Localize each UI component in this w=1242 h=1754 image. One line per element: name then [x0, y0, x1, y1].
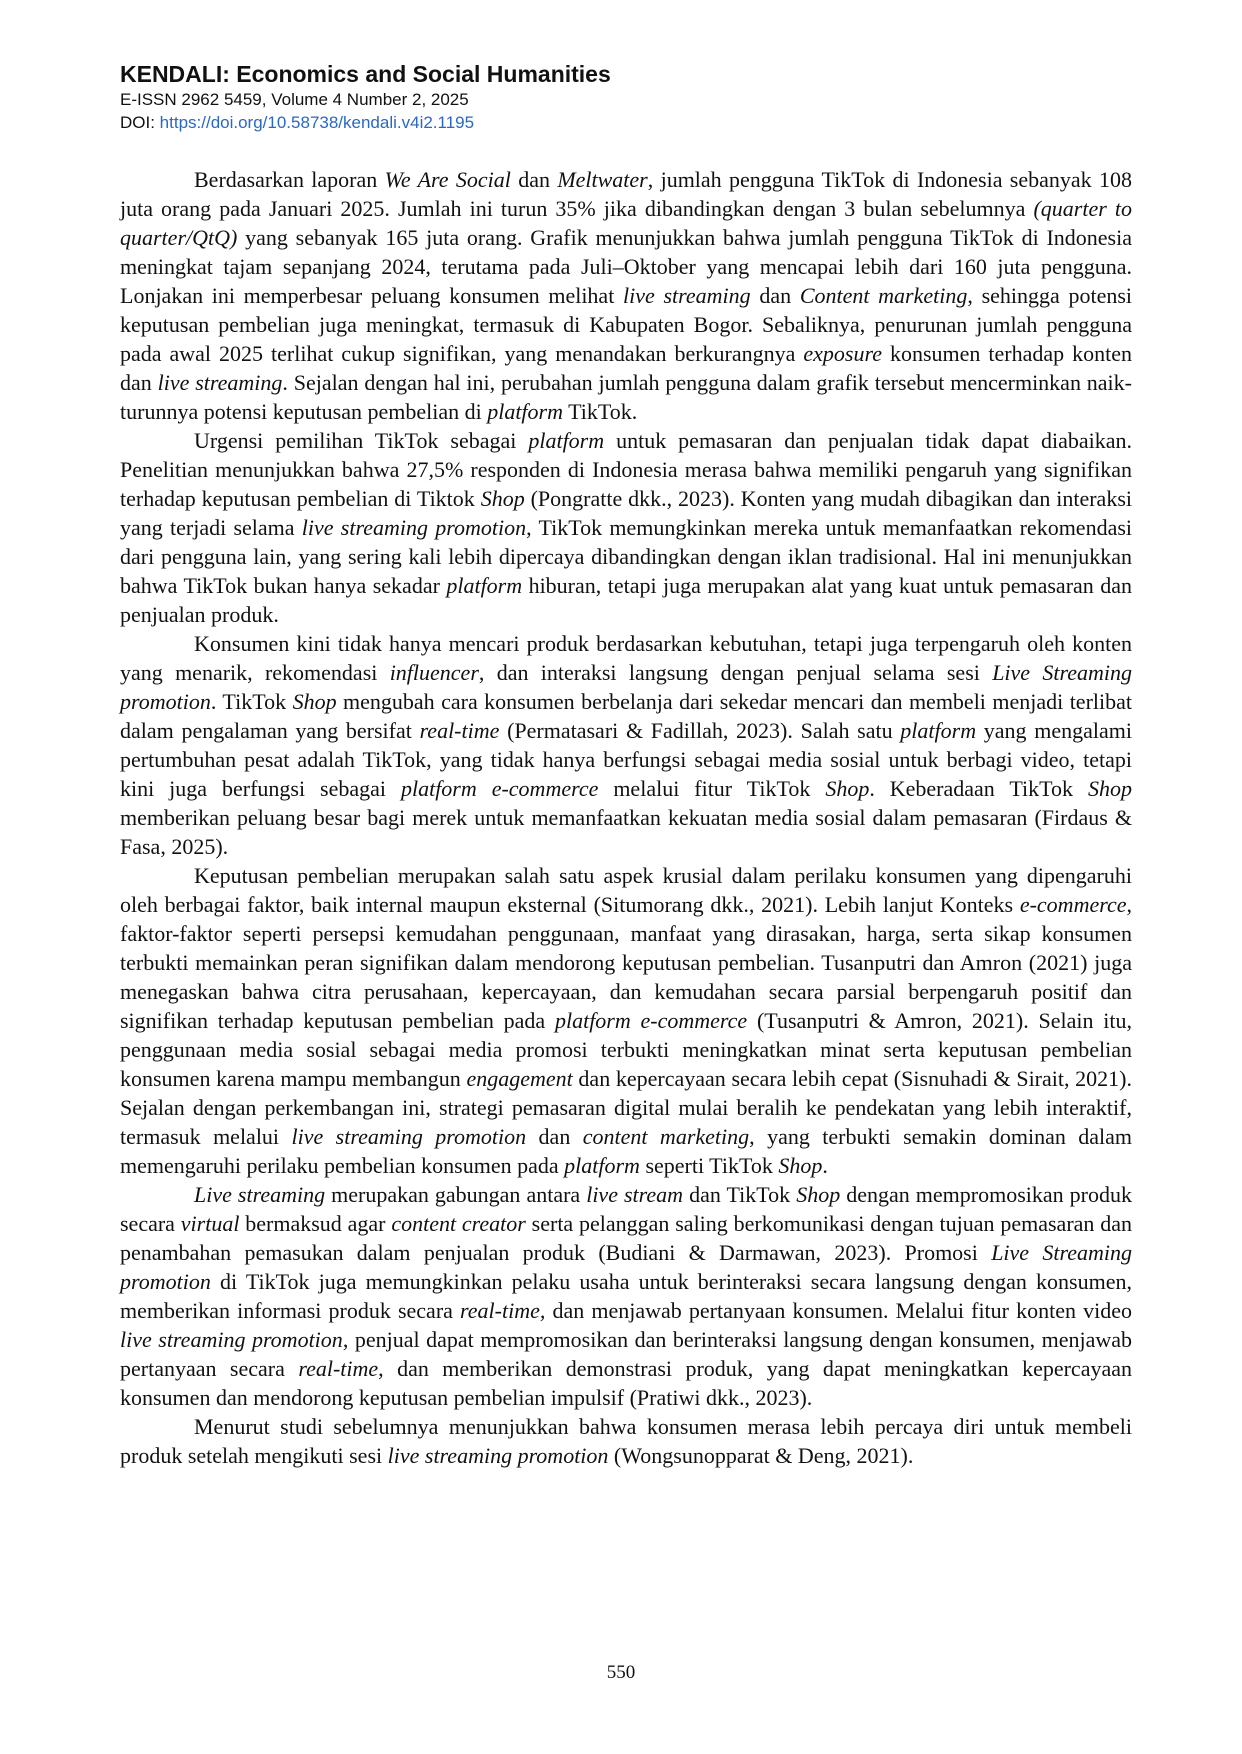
- text-run: . Keberadaan TikTok: [869, 776, 1088, 801]
- italic-term: Shop: [778, 1153, 823, 1178]
- text-run: Menurut studi sebelumnya menunjukkan bahwa konsumen merasa lebih percaya diri untuk membeli produk setelah mengikuti sesi: [120, 1414, 1132, 1468]
- italic-term: live streaming: [157, 370, 283, 395]
- text-run: mengubah cara konsumen berbelanja dari sekedar mencari dan membeli menjadi terlibat dalam pengalaman yang bersifat: [120, 689, 1132, 743]
- journal-title: KENDALI: Economics and Social Humanities: [120, 61, 611, 87]
- paragraph: [120, 1412, 1132, 1470]
- text-run: (Pongratte dkk., 2023). Konten yang mudah dibagikan dan interaksi yang terjadi selama: [120, 486, 1132, 540]
- italic-term: We Are Social: [384, 167, 511, 192]
- italic-term: Live streaming: [194, 1182, 326, 1207]
- page-number: 550: [606, 1662, 636, 1683]
- italic-term: platform: [564, 1153, 640, 1178]
- italic-term: live streaming promotion: [291, 1124, 527, 1149]
- text-run: dengan mempromosikan produk secara: [120, 1182, 1133, 1236]
- italic-term: influencer: [389, 660, 479, 685]
- text-run: dan kepercayaan secara lebih cepat (Sisnuhadi & Sirait, 2021). Sejalan dengan perkembangan ini, strategi pemasaran digital mulai beralih ke pendekatan yang lebih interaktif, termasuk melalui: [120, 1066, 1132, 1149]
- italic-term: platform e-commerce: [400, 776, 599, 801]
- text-run: dan: [750, 283, 800, 308]
- italic-term: platform: [900, 718, 977, 743]
- italic-term: content creator: [391, 1211, 526, 1236]
- text-run: . TikTok: [210, 689, 293, 714]
- italic-term: platform: [487, 399, 563, 424]
- paragraph: [120, 165, 1132, 426]
- text-run: , TikTok memungkinkan mereka untuk memanfaatkan rekomendasi dari pengguna lain, yang sering kali lebih dipercaya dibandingkan dengan iklan tradisional. Hal ini menunjukkan bahwa TikTok bukan hanya sekadar: [120, 515, 1133, 598]
- italic-term: live stream: [586, 1182, 684, 1207]
- italic-term: Shop: [480, 486, 525, 511]
- text-run: (Wongsunopparat & Deng, 2021).: [608, 1443, 914, 1468]
- text-run: yang sebanyak 165 juta orang. Grafik menunjukkan bahwa jumlah pengguna TikTok di Indonesia meningkat tajam sepanjang 2024, terutama pada Juli–Oktober yang mencapai lebih dari 160 juta pengguna. Lonjakan ini memperbesar peluang konsumen melihat: [120, 225, 1132, 308]
- text-run: , yang terbukti semakin dominan dalam memengaruhi perilaku pembelian konsumen pada: [120, 1124, 1133, 1178]
- paragraph: [120, 1180, 1132, 1412]
- paragraph: [120, 426, 1132, 629]
- text-run: melalui fitur TikTok: [598, 776, 826, 801]
- italic-term: platform: [528, 428, 605, 453]
- text-run: dan: [526, 1124, 583, 1149]
- text-run: Keputusan pembelian merupakan salah satu aspek krusial dalam perilaku konsumen yang dipengaruhi oleh berbagai faktor, baik internal maupun eksternal (Situmorang dkk., 2021). Lebih lanjut Konteks: [120, 863, 1132, 917]
- italic-term: platform e-commerce: [554, 1008, 748, 1033]
- text-run: Berdasarkan laporan: [194, 167, 385, 192]
- text-run: .: [822, 1153, 828, 1178]
- paragraph: [120, 861, 1132, 1180]
- text-run: hiburan, tetapi juga merupakan alat yang kuat untuk pemasaran dan penjualan produk.: [120, 573, 1132, 627]
- italic-term: e-commerce: [1019, 892, 1127, 917]
- italic-term: Shop: [796, 1182, 841, 1207]
- italic-term: exposure: [803, 341, 882, 366]
- text-run: , jumlah pengguna TikTok di Indonesia sebanyak 108 juta orang pada Januari 2025. Jumlah ini turun 35% jika dibandingkan dengan 3 bulan sebelumnya: [120, 167, 1132, 221]
- text-run: dan: [510, 167, 558, 192]
- italic-term: live streaming promotion: [120, 1327, 343, 1352]
- italic-term: Shop: [292, 689, 337, 714]
- italic-term: live streaming promotion: [301, 515, 527, 540]
- text-run: yang mengalami pertumbuhan pesat adalah TikTok, yang tidak hanya berfungsi sebagai media sosial untuk berbagi video, tetapi kini juga berfungsi sebagai: [120, 718, 1132, 801]
- text-run: seperti TikTok: [639, 1153, 779, 1178]
- journal-header: [120, 60, 611, 134]
- paragraph: [120, 629, 1132, 861]
- text-run: , dan memberikan demonstrasi produk, yang dapat meningkatkan kepercayaan konsumen dan mendorong keputusan pembelian impulsif (Pratiwi dkk., 2023).: [120, 1356, 1132, 1410]
- text-run: , sehingga potensi keputusan pembelian juga meningkat, termasuk di Kabupaten Bogor. Sebaliknya, penurunan jumlah pengguna pada awal 2025 terlihat cukup signifikan, yang menandakan berkurangnya: [120, 283, 1133, 366]
- italic-term: Shop: [825, 776, 870, 801]
- doi-line: [120, 111, 611, 134]
- italic-term: platform: [446, 573, 523, 598]
- text-run: , dan interaksi langsung dengan penjual selama sesi: [478, 660, 993, 685]
- italic-term: Live Streaming promotion: [120, 660, 1132, 714]
- italic-term: Live Streaming promotion: [120, 1240, 1133, 1294]
- doi-label: DOI:: [120, 113, 160, 132]
- italic-term: real-time: [298, 1356, 379, 1381]
- text-run: TikTok.: [563, 399, 638, 424]
- italic-term: real-time: [419, 718, 500, 743]
- italic-term: content marketing: [582, 1124, 750, 1149]
- text-run: , faktor-faktor seperti persepsi kemudahan penggunaan, manfaat yang dirasakan, harga, serta sikap konsumen terbukti memainkan peran signifikan dalam mendorong keputusan pembelian. Tusanputri dan Amron (2021) juga menegaskan bahwa citra perusahaan, kepercayaan, dan kemudahan secara parsial berpengaruh positif dan signifikan terhadap keputusan pembelian pada: [120, 892, 1132, 1033]
- text-run: untuk pemasaran dan penjualan tidak dapat diabaikan. Penelitian menunjukkan bahwa 27,5% responden di Indonesia merasa bahwa memiliki pengaruh yang signifikan terhadap keputusan pembelian di Tiktok: [120, 428, 1132, 511]
- text-run: (Permatasari & Fadillah, 2023). Salah satu: [499, 718, 901, 743]
- text-run: Urgensi pemilihan TikTok sebagai: [194, 428, 529, 453]
- text-run: bermaksud agar: [239, 1211, 392, 1236]
- text-run: . Sejalan dengan hal ini, perubahan jumlah pengguna dalam grafik tersebut mencerminkan naik-turunnya potensi keputusan pembelian di: [120, 370, 1132, 424]
- text-run: memberikan peluang besar bagi merek untuk memanfaatkan kekuatan media sosial dalam pemasaran (Firdaus & Fasa, 2025).: [120, 805, 1132, 859]
- italic-term: virtual: [180, 1211, 240, 1236]
- italic-term: Content marketing: [799, 283, 968, 308]
- text-run: serta pelanggan saling berkomunikasi dengan tujuan pemasaran dan penambahan pemasukan dalam penjualan produk (Budiani & Darmawan, 2023). Promosi: [120, 1211, 1133, 1265]
- text-run: merupakan gabungan antara: [325, 1182, 587, 1207]
- text-run: di TikTok juga memungkinkan pelaku usaha untuk berinteraksi secara langsung dengan konsumen, memberikan informasi produk secara: [120, 1269, 1132, 1323]
- body-text: [120, 165, 1132, 1470]
- text-run: dan TikTok: [683, 1182, 797, 1207]
- text-run: dan menjawab pertanyaan konsumen. Melalui fitur konten video: [545, 1298, 1132, 1323]
- text-run: (Tusanputri & Amron, 2021). Selain itu, penggunaan media sosial sebagai media promosi terbukti meningkatkan minat serta keputusan pembelian konsumen karena mampu membangun: [120, 1008, 1132, 1091]
- text-run: konsumen terhadap konten dan: [120, 341, 1132, 395]
- italic-term: Meltwater: [557, 167, 648, 192]
- italic-term: real-time,: [460, 1298, 546, 1323]
- italic-term: Shop: [1087, 776, 1132, 801]
- issn-line: E-ISSN 2962 5459, Volume 4 Number 2, 2025: [120, 90, 469, 109]
- italic-term: live streaming: [623, 283, 751, 308]
- text-run: , penjual dapat mempromosikan dan berinteraksi langsung dengan konsumen, menjawab pertanyaan secara: [120, 1327, 1133, 1381]
- doi-link[interactable]: https://doi.org/10.58738/kendali.v4i2.1195: [159, 113, 475, 132]
- italic-term: engagement: [466, 1066, 573, 1091]
- text-run: Konsumen kini tidak hanya mencari produk berdasarkan kebutuhan, tetapi juga terpengaruh oleh konten yang menarik, rekomendasi: [120, 631, 1132, 685]
- italic-term: live streaming promotion: [387, 1443, 609, 1468]
- italic-term: (quarter to quarter/QtQ): [120, 196, 1132, 250]
